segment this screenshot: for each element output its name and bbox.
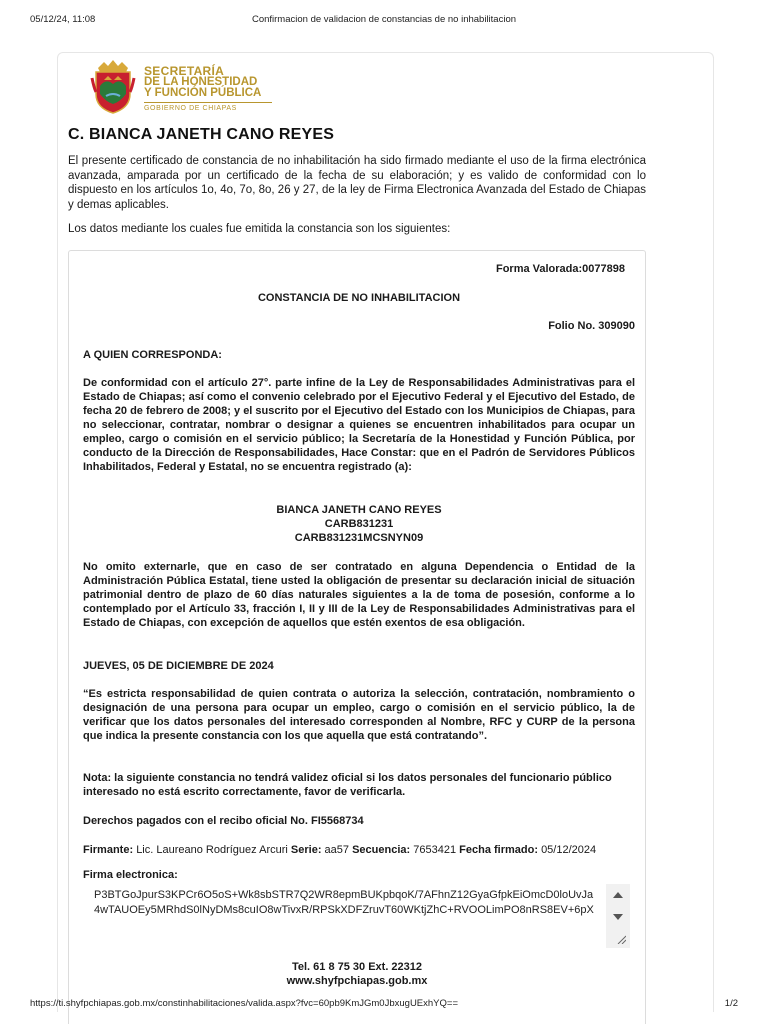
logo-line-honestidad: DE LA HONESTIDAD	[144, 76, 258, 88]
subject-rfc: CARB831231	[324, 518, 394, 530]
print-page-number: 1/2	[724, 998, 738, 1009]
logo-line-funcion-publica: Y FUNCIÓN PÚBLICA	[144, 87, 262, 99]
logo-wordmark	[144, 66, 284, 112]
folio-number: Folio No. 309090	[548, 320, 635, 332]
firmante-value: Lic. Laureano Rodríguez Arcuri	[136, 844, 288, 856]
signer-info	[83, 843, 635, 857]
data-intro: Los datos mediante los cuales fue emitida la constancia son los siguientes:	[68, 223, 451, 235]
contact-info	[68, 960, 646, 988]
print-header	[0, 14, 768, 28]
responsibility-quote: “Es estricta responsabilidad de quien contrata o autoriza la selección, contratación, nombramiento o designación de una persona para ocupar un empleo, cargo o comisión en el servicio público, la de verificar que los datos personales del interesado corresponden al Nombre, RFC y CURP de la persona que indica la presente constancia con los que aquella que está contratando”.	[83, 688, 635, 742]
firma-electronica-value[interactable]: P3BTGoJpurS3KPCr6O5oS+Wk8sbSTR7Q2WR8epmBUKpbqoK/7AFhnZ12GyaGfpkEiOmcD0loUvJa 4wTAUOEy5MRhdS0lNyDMs8cuIO8wTivxR/RPSkXDFZruvT60WKtjZhC+RVOOLimPO8nRS8EV+6pX	[94, 889, 594, 916]
constancia-title: CONSTANCIA DE NO INHABILITACION	[257, 292, 461, 304]
resize-grip-icon[interactable]	[616, 934, 626, 944]
fecha-firmado-value: 05/12/2024	[541, 844, 597, 856]
contact-phone: Tel. 61 8 75 30 Ext. 22312	[291, 961, 423, 973]
payment-receipt: Derechos pagados con el recibo oficial No. FI5568734	[83, 815, 364, 827]
print-datetime: 05/12/24, 11:08	[30, 14, 96, 25]
subject-name: BIANCA JANETH CANO REYES	[276, 504, 442, 516]
certificate-intro: El presente certificado de constancia de no inhabilitación ha sido firmado mediante el uso de la firma electrónica avanzada, amparada por un certificado de la fecha de su elaboración; y es valido de conformidad con lo dispuesto en los artículos 1o, 4o, 7o, 8o, 26 y 27, de la ley de Firma Electronica Avanzada del Estado de Chiapas y demas aplicables.	[68, 155, 646, 211]
logo-line-gobierno: GOBIERNO DE CHIAPAS	[144, 105, 237, 112]
salutation: A QUIEN CORRESPONDA:	[83, 349, 222, 361]
issue-date: JUEVES, 05 DE DICIEMBRE DE 2024	[83, 660, 274, 672]
subject-identity	[83, 503, 635, 545]
serie-label: Serie:	[290, 844, 322, 856]
logo-divider	[144, 102, 272, 103]
textarea-scrollbar[interactable]	[606, 884, 630, 948]
fecha-firmado-label: Fecha firmado:	[459, 844, 538, 856]
firmante-label: Firmante:	[83, 844, 134, 856]
logo-line-secretaria: SECRETARÍA	[144, 64, 225, 78]
secuencia-value: 7653421	[413, 844, 457, 856]
serie-value: aa57	[324, 844, 350, 856]
scroll-down-arrow-icon[interactable]	[613, 914, 623, 920]
print-url: https://ti.shyfpchiapas.gob.mx/constinhabilitaciones/valida.aspx?fvc=60pb9KmJGm0JbxugUExhYQ==	[30, 998, 458, 1009]
legal-paragraph-1: De conformidad con el artículo 27°. parte infine de la Ley de Responsabilidades Administrativas para el Estado de Chiapas; así como el convenio celebrado por el Ejecutivo Federal y el Ejecutivo del Estado, de fecha 20 de febrero de 2008; y el suscrito por el Ejecutivo del Estado con los Municipios de Chiapas, para no seleccionar, contratar, nombrar o designar a quienes se encuentren inhabilitados para ocupar un empleo, cargo o comisión en el servicio público; la Secretaría de la Honestidad y Función Pública, por conducto de la Dirección de Responsabilidades, Hace Constar: que en el Padrón de Servidores Públicos Inhabilitados, Federal y Estatal, no se encuentra registrado (a):	[83, 377, 636, 473]
firma-electronica-label: Firma electronica:	[83, 869, 178, 881]
forma-valorada: Forma Valorada:0077898	[495, 263, 625, 275]
scroll-up-arrow-icon[interactable]	[613, 892, 623, 898]
legal-paragraph-2: No omito externarle, que en caso de ser contratado en alguna Dependencia o Entidad de la Administración Pública Estatal, tiene usted la obligación de presentar su declaración inicial de situación patrimonial dentro de plazo de 60 días naturales siguientes a la de toma de posesión, conforme a lo contemplado por el Artículo 33, fracción I, II y III de la Ley de Responsabilidades Administrativas para el Estado de Chiapas, con excepción de aquellos que estén exentos de esa obligación.	[83, 561, 635, 629]
validity-note: Nota: la siguiente constancia no tendrá validez oficial si los datos personales del funcionario público interesado no está escrito correctamente, favor de verificarla.	[83, 772, 612, 798]
chiapas-shield-icon	[90, 58, 136, 114]
secretaria-logo	[90, 58, 275, 114]
person-name-heading: C. BIANCA JANETH CANO REYES	[68, 126, 335, 143]
firma-electronica-textarea[interactable]	[89, 884, 630, 948]
contact-website[interactable]: www.shyfpchiapas.gob.mx	[286, 975, 428, 987]
subject-curp: CARB831231MCSNYN09	[294, 532, 424, 544]
secuencia-label: Secuencia:	[352, 844, 411, 856]
print-page-title: Confirmacion de validacion de constancias de no inhabilitacion	[251, 14, 517, 25]
